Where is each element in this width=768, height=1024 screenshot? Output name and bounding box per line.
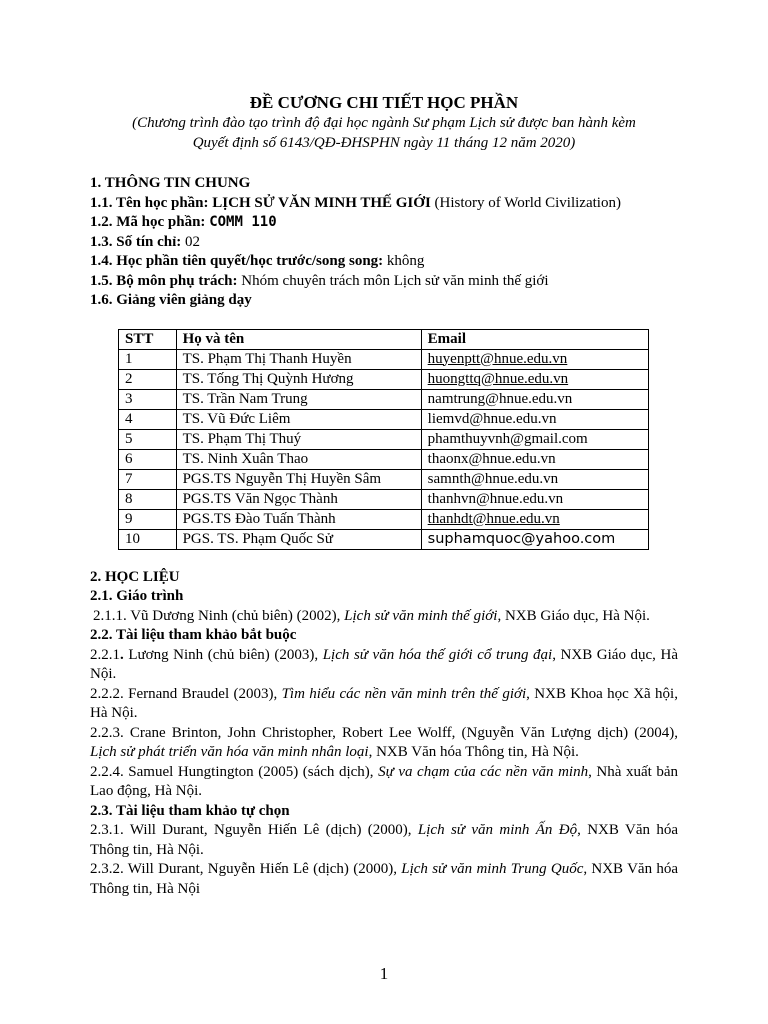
header-email: Email <box>421 329 648 349</box>
reference-publisher: , NXB Giáo dục, Hà Nội. <box>497 607 650 624</box>
row-stt: 6 <box>119 449 177 469</box>
table-row <box>119 369 649 389</box>
row-email: thaonx@hnue.edu.vn <box>421 449 648 469</box>
prerequisite-value: không <box>386 253 425 269</box>
row-name: PGS.TS Văn Ngọc Thành <box>176 489 421 509</box>
prerequisite-line <box>90 252 678 272</box>
table-row <box>119 529 649 549</box>
document-page <box>90 92 678 899</box>
reference-author: 2.2.2. Fernand Braudel (2003), <box>90 685 282 702</box>
spacer <box>90 311 678 329</box>
row-email-link[interactable]: huyenptt@hnue.edu.vn <box>427 350 568 367</box>
row-stt: 2 <box>119 369 177 389</box>
course-code-label: 1.2. Mã học phần: <box>90 214 206 230</box>
reference-item-2-2-2 <box>90 685 678 724</box>
table-row <box>119 509 649 529</box>
row-stt: 5 <box>119 429 177 449</box>
lecturers-label: 1.6. Giảng viên giảng dạy <box>90 292 252 308</box>
reference-publisher: , NXB Văn hóa Thông tin, Hà Nội <box>90 861 679 897</box>
header-name: Họ và tên <box>176 329 421 349</box>
reference-item-2-2-4 <box>90 763 678 802</box>
course-name-value: LỊCH SỬ VĂN MINH THẾ GIỚI <box>212 194 431 211</box>
reference-author: 2.3.1. Will Durant, Nguyễn Hiến Lê (dịch) (2000), <box>90 822 418 838</box>
department-label: 1.5. Bộ môn phụ trách: <box>90 272 238 289</box>
spacer <box>90 550 678 568</box>
reference-item-2-3-2 <box>90 860 678 899</box>
row-name: TS. Phạm Thị Thuý <box>176 429 421 449</box>
row-email: phamthuyvnh@gmail.com <box>421 429 648 449</box>
table-row <box>119 389 649 409</box>
row-name: PGS.TS Nguyễn Thị Huyền Sâm <box>176 469 421 489</box>
row-stt: 1 <box>119 349 177 369</box>
reference-title: Lịch sử văn hóa thế giới cổ trung đại <box>322 646 553 663</box>
section-1-heading: 1. THÔNG TIN CHUNG <box>90 175 251 191</box>
row-stt: 7 <box>119 469 177 489</box>
reference-publisher: , Nhà xuất bản Lao động, Hà Nội. <box>90 763 678 799</box>
reference-item-2-3-1 <box>90 821 678 860</box>
row-email: liemvd@hnue.edu.vn <box>421 409 648 429</box>
reference-title: Lịch sử văn minh Ấn Độ <box>417 822 578 838</box>
course-name-english: (History of World Civilization) <box>434 194 621 211</box>
course-name-line <box>90 194 678 214</box>
lecturers-table-header-row <box>119 329 649 349</box>
optional-references-heading: 2.3. Tài liệu tham khảo tự chọn <box>90 802 290 819</box>
row-name: PGS.TS Đào Tuấn Thành <box>176 509 421 529</box>
row-stt: 4 <box>119 409 177 429</box>
course-name-label: 1.1. Tên học phần: <box>90 194 209 211</box>
reference-publisher: , NXB Văn hóa Thông tin, Hà Nội. <box>90 822 679 858</box>
textbook-item-2-1-1 <box>90 607 678 627</box>
lecturers-table <box>118 329 649 550</box>
course-code-value: COMM 110 <box>209 214 277 230</box>
credits-value: 02 <box>185 233 201 250</box>
row-stt: 3 <box>119 389 177 409</box>
table-row <box>119 449 649 469</box>
course-code-line <box>90 213 678 233</box>
table-row <box>119 409 649 429</box>
reference-publisher: , NXB Khoa học Xã hội, Hà Nội. <box>90 685 678 721</box>
reference-publisher: , NXB Văn hóa Thông tin, Hà Nội. <box>368 744 579 760</box>
required-references-heading: 2.2. Tài liệu tham khảo bắt buộc <box>90 627 297 643</box>
document-subtitle-line-2: Quyết định số 6143/QĐ-ĐHSPHN ngày 11 tháng 12 năm 2020) <box>192 134 576 151</box>
row-email: thanhvn@hnue.edu.vn <box>421 489 648 509</box>
row-stt: 9 <box>119 509 177 529</box>
reference-author: Lương Ninh (chủ biên) (2003), <box>128 646 323 663</box>
credits-label: 1.3. Số tín chỉ: <box>90 233 182 250</box>
page-number: 1 <box>379 964 389 983</box>
table-row <box>119 349 649 369</box>
table-row <box>119 429 649 449</box>
reference-author: 2.3.2. Will Durant, Nguyễn Hiến Lê (dịch) (2000), <box>90 861 402 877</box>
reference-item-2-2-1: 2.2.1. Lương Ninh (chủ biên) (2003), Lịch sử văn hóa thế giới cổ trung đại, NXB Giáo dục, Hà Nội. <box>90 646 679 682</box>
reference-author: 2.1.1. Vũ Dương Ninh (chủ biên) (2002), <box>93 607 345 624</box>
reference-publisher: , NXB Giáo dục, Hà Nội. <box>90 646 679 682</box>
table-row <box>119 489 649 509</box>
document-subtitle-line-1: (Chương trình đào tạo trình độ đại học ngành Sư phạm Lịch sử được ban hành kèm <box>132 115 636 131</box>
row-stt: 8 <box>119 489 177 509</box>
credits-line <box>90 233 678 253</box>
spacer <box>90 153 678 174</box>
table-row <box>119 469 649 489</box>
reference-author: 2.2.3. Crane Brinton, John Christopher, Robert Lee Wolff, (Nguyễn Văn Lượng dịch) (2004), <box>90 724 678 741</box>
reference-title: Sự va chạm của các nền văn minh <box>378 763 589 780</box>
reference-item-2-2-3 <box>90 724 678 763</box>
reference-title: Lịch sử phát triển văn hóa văn minh nhân loại <box>90 744 369 760</box>
reference-title: Tìm hiểu các nền văn minh trên thế giới <box>281 685 527 702</box>
document-title: ĐỀ CƯƠNG CHI TIẾT HỌC PHẦN <box>249 93 519 112</box>
row-name: TS. Vũ Đức Liêm <box>176 409 421 429</box>
row-name: TS. Ninh Xuân Thao <box>176 449 421 469</box>
section-2-heading: 2. HỌC LIỆU <box>90 568 180 585</box>
reference-number: 2.2.1 <box>90 646 120 663</box>
reference-author: 2.2.4. Samuel Hungtington (2005) (sách dịch), <box>90 763 379 780</box>
row-email-link[interactable]: huongttq@hnue.edu.vn <box>427 370 569 387</box>
header-stt: STT <box>119 329 177 349</box>
prerequisite-label: 1.4. Học phần tiên quyết/học trước/song song: <box>90 253 384 269</box>
reference-title: Lịch sử văn minh thế giới <box>344 607 498 624</box>
row-name: PGS. TS. Phạm Quốc Sử <box>176 529 421 549</box>
department-value: Nhóm chuyên trách môn Lịch sử văn minh thế giới <box>241 272 549 289</box>
row-name: TS. Trần Nam Trung <box>176 389 421 409</box>
row-name: TS. Phạm Thị Thanh Huyền <box>176 349 421 369</box>
department-line <box>90 272 678 292</box>
row-email: samnth@hnue.edu.vn <box>421 469 648 489</box>
row-name: TS. Tống Thị Quỳnh Hương <box>176 369 421 389</box>
row-email-link[interactable]: thanhdt@hnue.edu.vn <box>427 510 560 527</box>
row-stt: 10 <box>119 529 177 549</box>
row-email: suphamquoc@yahoo.com <box>421 529 648 549</box>
reference-title: Lịch sử văn minh Trung Quốc <box>401 861 584 877</box>
textbook-heading: 2.1. Giáo trình <box>90 588 184 604</box>
row-email: namtrung@hnue.edu.vn <box>421 389 648 409</box>
